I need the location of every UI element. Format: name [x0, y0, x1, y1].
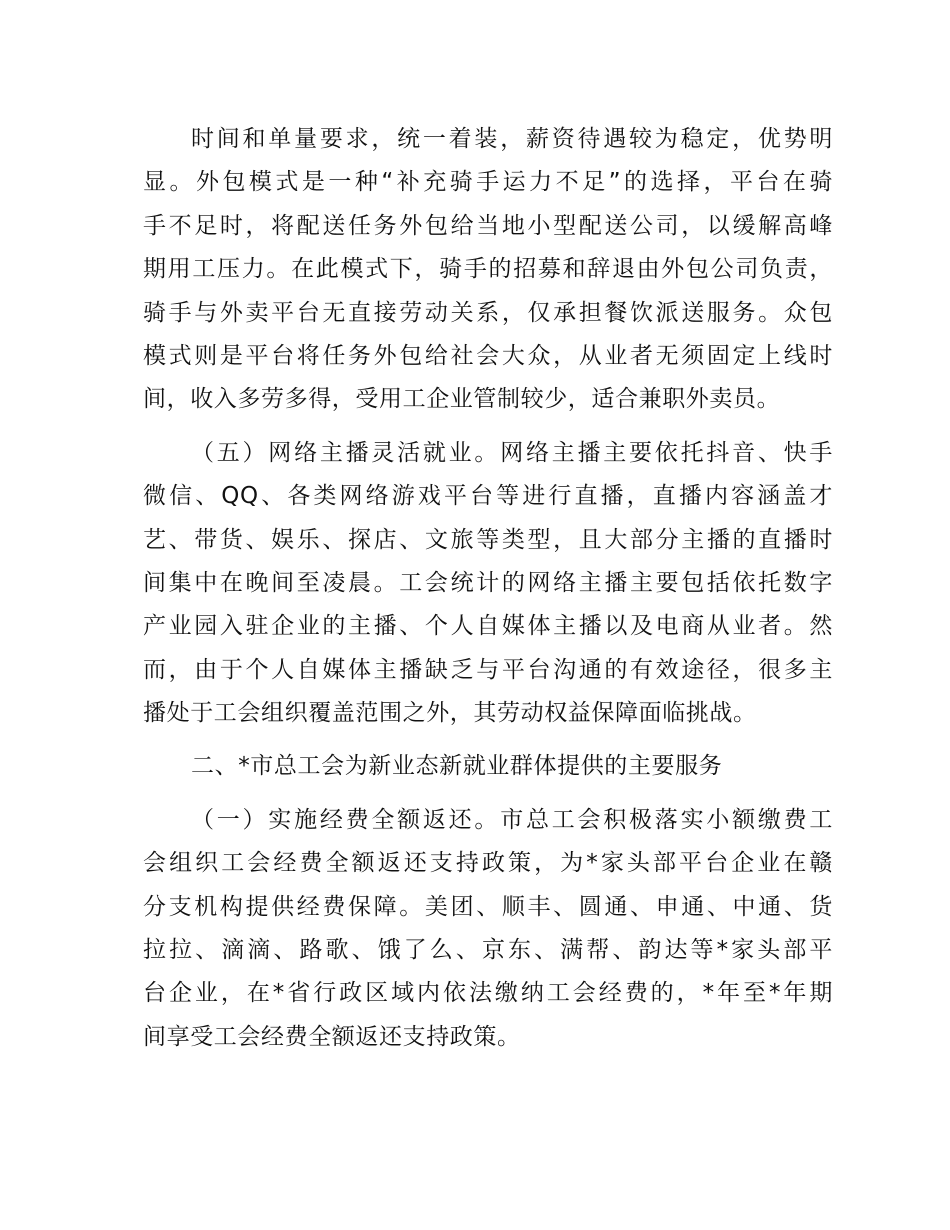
- text-line: 微信、QQ、各类网络游戏平台等进行直播，直播内容涵盖才: [143, 483, 833, 510]
- paragraph-gap: [143, 735, 833, 745]
- text-line: 手不足时，将配送任务外包给当地小型配送公司，以缓解高峰: [143, 212, 833, 239]
- text-line: 模式则是平台将任务外包给社会大众，从业者无须固定上线时: [143, 342, 833, 369]
- text-line: （一）实施经费全额返还。市总工会积极落实小额缴费工: [191, 806, 833, 833]
- paragraph-gap: [143, 422, 833, 432]
- text-line: 而，由于个人自媒体主播缺乏与平台沟通的有效途径，很多主: [143, 656, 833, 683]
- text-line: 播处于工会组织覆盖范围之外，其劳动权益保障面临挑战。: [143, 700, 757, 727]
- text-line: 时间和单量要求，统一着装，薪资待遇较为稳定，优势明: [191, 126, 833, 152]
- text-line: 产业园入驻企业的主播、个人自媒体主播以及电商从业者。然: [143, 613, 833, 640]
- section-two-heading: [143, 745, 833, 788]
- text-line: 分支机构提供经费保障。美团、顺丰、圆通、申通、中通、货: [143, 893, 833, 920]
- section-heading: 二、*市总工会为新业态新就业群体提供的主要服务: [191, 753, 723, 780]
- text-line: （五）网络主播灵活就业。网络主播主要依托抖音、快手: [191, 439, 833, 466]
- paragraph-fee-refund: [143, 799, 833, 1059]
- text-line: 台企业，在*省行政区域内依法缴纳工会经费的，*年至*年期: [143, 980, 833, 1007]
- text-line: 间享受工会经费全额返还支持政策。: [143, 1023, 521, 1050]
- paragraph-gap: [143, 789, 833, 799]
- paragraph-live-streaming: [143, 432, 833, 736]
- text-line: 间，收入多劳多得，受用工企业管制较少，适合兼职外卖员。: [143, 386, 781, 413]
- paragraph-outsourcing-crowdsourcing: [143, 118, 833, 422]
- text-line: 拉拉、滴滴、路歌、饿了么、京东、满帮、韵达等*家头部平: [143, 937, 833, 964]
- text-line: 骑手与外卖平台无直接劳动关系，仅承担餐饮派送服务。众包: [143, 299, 833, 326]
- text-line: 会组织工会经费全额返还支持政策，为*家头部平台企业在赣: [143, 850, 833, 877]
- text-line: 艺、带货、娱乐、探店、文旅等类型，且大部分主播的直播时: [143, 526, 833, 553]
- text-line: 期用工压力。在此模式下，骑手的招募和辞退由外包公司负责，: [143, 256, 833, 283]
- text-line: 显。外包模式是一种“补充骑手运力不足”的选择，平台在骑: [143, 169, 833, 196]
- text-line: 间集中在晚间至凌晨。工会统计的网络主播主要包括依托数字: [143, 569, 833, 596]
- document-body: [143, 118, 833, 1059]
